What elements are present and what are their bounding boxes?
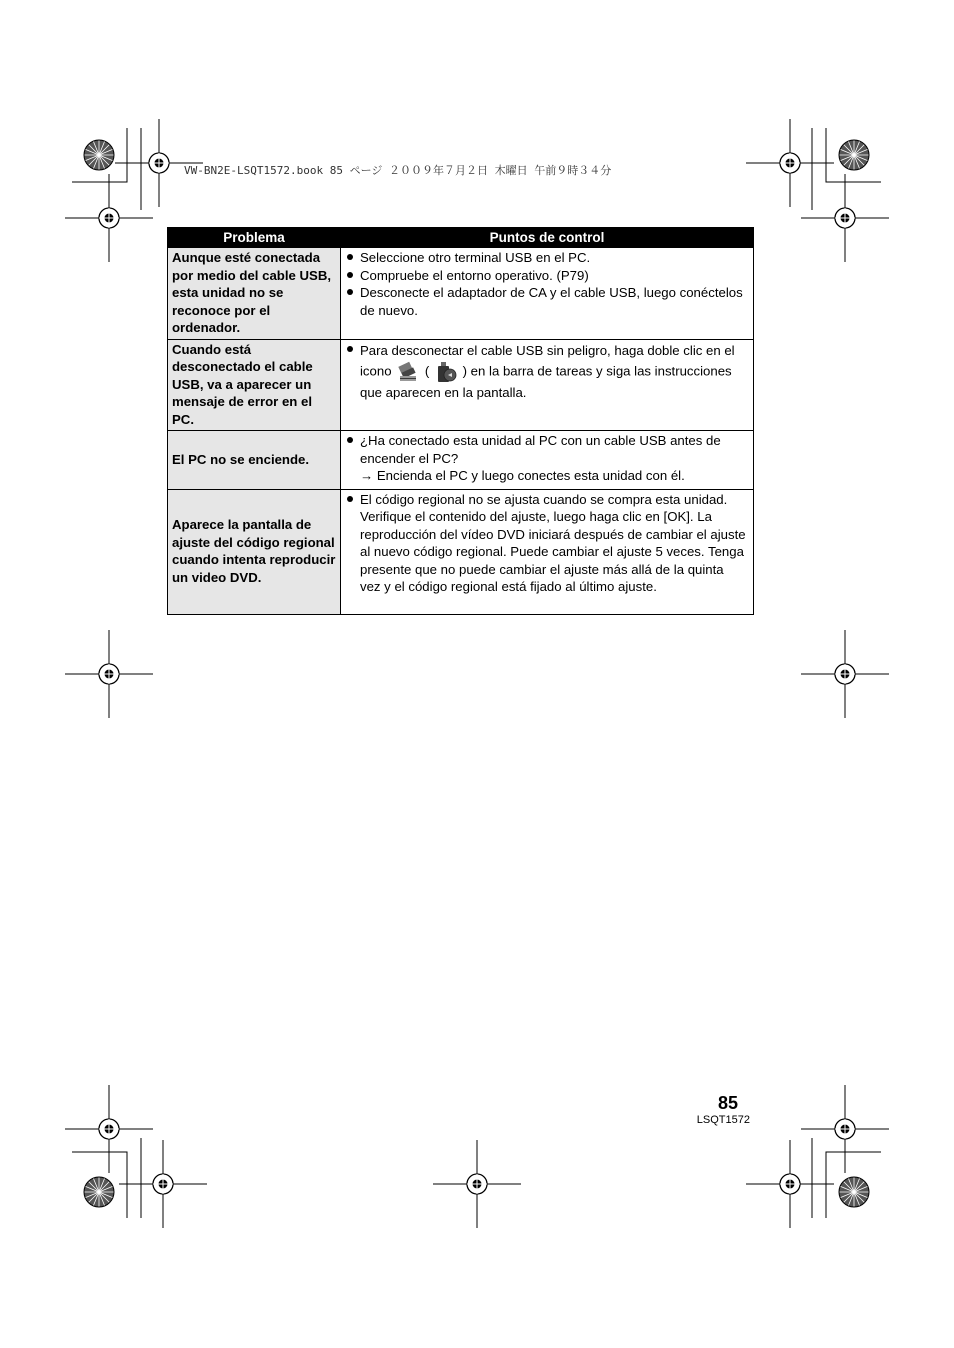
problem-cell: Aunque esté conectada por medio del cable USB, esta unidad no se reconoce por el ordenador. bbox=[168, 248, 341, 340]
list-item bbox=[345, 341, 747, 403]
table-header-row bbox=[168, 228, 754, 248]
list-item: El código regional no se ajusta cuando se compra esta unidad. Verifique el contenido del ajuste, luego haga clic en [OK]. La reproducción del vídeo DVD iniciará después de cambiar el ajuste al nuevo código regional. Puede cambiar el ajuste 5 veces. Tenga presente que no puede cambiar el ajuste más allá de la quinta vez y el código regional está fijado al último ajuste. bbox=[345, 491, 747, 596]
table-row bbox=[168, 489, 754, 614]
checkpoint-result: → Encienda el PC y luego conectes esta unidad con él. bbox=[360, 468, 685, 483]
problem-cell: Cuando está desconectado el cable USB, va a aparecer un mensaje de error en el PC. bbox=[168, 339, 341, 431]
list-item: ¿Ha conectado esta unidad al PC con un cable USB antes de encender el PC? bbox=[345, 432, 747, 467]
checkpoints-cell bbox=[341, 489, 754, 614]
column-header-problem: Problema bbox=[168, 228, 341, 248]
checkpoint-list bbox=[345, 432, 747, 467]
column-header-checkpoints: Puntos de control bbox=[341, 228, 754, 248]
checkpoints-cell bbox=[341, 339, 754, 431]
problem-cell: Aparece la pantalla de ajuste del código regional cuando intenta reproducir un video DVD. bbox=[168, 489, 341, 614]
checkpoint-text-before-icon: Para desconectar el cable USB sin peligro, haga doble clic en el icono bbox=[360, 342, 735, 378]
checkpoint-text-after-icon: ) en la barra de tareas y siga las instrucciones que aparecen en la pantalla. bbox=[360, 362, 732, 400]
table-row bbox=[168, 339, 754, 431]
troubleshooting-table bbox=[167, 227, 754, 615]
problem-cell: El PC no se enciende. bbox=[168, 431, 341, 490]
usb-device-icon bbox=[435, 361, 457, 383]
checkpoints-cell bbox=[341, 248, 754, 340]
safely-remove-hardware-icon bbox=[397, 361, 419, 383]
model-code: LSQT1572 bbox=[696, 1114, 750, 1126]
list-item: Desconecte el adaptador de CA y el cable USB, luego conéctelos de nuevo. bbox=[345, 284, 747, 319]
table-row bbox=[168, 431, 754, 490]
list-item: Seleccione otro terminal USB en el PC. bbox=[345, 249, 747, 267]
checkpoint-list bbox=[345, 341, 747, 403]
checkpoint-text-between-icons: ( bbox=[424, 362, 430, 378]
table-row bbox=[168, 248, 754, 340]
page-number: 85 bbox=[717, 1093, 738, 1113]
book-file-header: VW-BN2E-LSQT1572.book 85 ページ ２００９年７月２日 木曜日 午前９時３４分 bbox=[184, 164, 612, 177]
list-item: Compruebe el entorno operativo. (P79) bbox=[345, 267, 747, 285]
checkpoint-list bbox=[345, 249, 747, 319]
checkpoint-list bbox=[345, 491, 747, 596]
checkpoints-cell bbox=[341, 431, 754, 490]
